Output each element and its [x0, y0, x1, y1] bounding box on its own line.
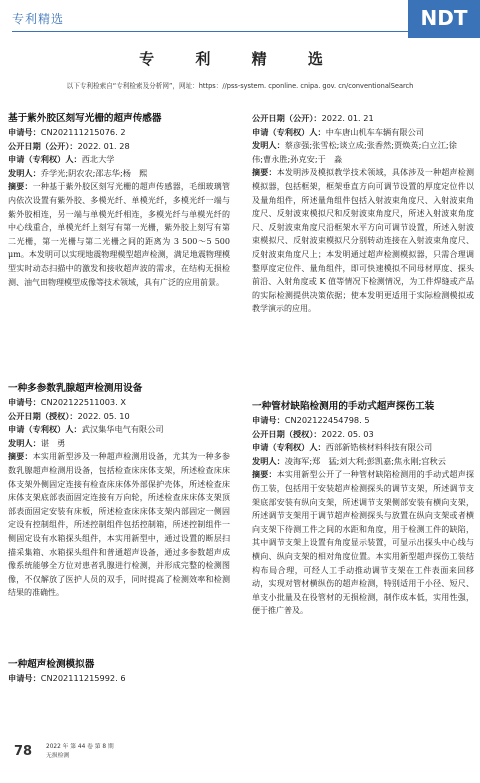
meta-label: 申请号： [8, 397, 41, 407]
patent-meta-line [8, 437, 230, 451]
abstract-label: 摘要： [252, 470, 277, 480]
meta-value: 2022. 05. 10 [77, 410, 130, 421]
issue-line: 2022 年 第 44 卷 第 8 期 [46, 744, 114, 750]
patent-abstract [252, 468, 474, 618]
patent-meta-line [252, 126, 474, 140]
patent-meta-line [252, 139, 474, 166]
patent-meta-line [252, 455, 474, 469]
patent-meta-line [252, 414, 474, 428]
patent-meta-line [8, 167, 230, 181]
patent-title: 一种多参数乳腺超声检测用设备 [8, 383, 143, 394]
abstract-text: 本发明涉及模拟教学技术领域，具体涉及一种超声检测模拟器，包括框架，框架垂直方向可调节设置的厚度定位件以及量角组件，所述量角组件包括入射波束角度尺、入射波束角度尺、反射波束模拟尺和反射波束角度尺，所述入射波束角度尺、反射波束角度尺沿框架水平方向可调节设置，所述入射波束模拟尺、反射波束模拟尺分别转动连接在入射波束角度尺、反射波束角度尺上；本发明通过超声检测模拟器，只需合理调整厚度定位件、量角组件，即可快速模拟不同母材厚度、探头前沿、入射角度或 K 值等情况下检测情况，为工件焊缝或产品的实际检测提供决策依据；使本发明更适用于实际检测模拟或教学演示的应用。 [252, 168, 475, 314]
meta-value: CN202111215992. 6 [40, 673, 126, 683]
header-divider [12, 31, 408, 32]
patent-entry [8, 382, 230, 600]
meta-value: 2022. 01. 28 [77, 140, 130, 151]
meta-label: 公开日期（授权）： [252, 428, 322, 439]
patent-title: 基于紫外胶区刻写光栅的超声传感器 [8, 113, 162, 124]
meta-label: 申请（专利权）人： [8, 424, 82, 435]
meta-label: 申请号： [252, 415, 285, 425]
patent-title: 一种超声检测模拟器 [8, 659, 95, 670]
meta-label: 申请（专利权）人： [8, 154, 82, 165]
patent-meta-line [252, 441, 474, 455]
meta-label: 公开日期（公开）： [8, 140, 78, 151]
journal-logo [408, 0, 480, 38]
patent-abstract [252, 166, 474, 316]
section-label: 专利精选 [12, 12, 65, 26]
source-note: 以下专利检索自“专利检索及分析网”，网址：https：//pss-system. cponline. cnipa. gov. cn/conventionalSearch [66, 82, 414, 90]
meta-value: 蔡彦强;张雪松;谈立成;张香然;贾焕英;白立江;徐 伟;曹永胜;孙克安;于 淼 [252, 140, 466, 164]
patent-meta-line [8, 153, 230, 167]
patent-entry [252, 400, 474, 618]
patent-meta-line [8, 423, 230, 437]
patent-meta-line [8, 396, 230, 410]
meta-value: 中车唐山机车车辆有限公司 [325, 126, 424, 137]
patent-abstract [8, 180, 230, 289]
patent-meta-line [252, 112, 474, 126]
meta-value: 2022. 01. 21 [321, 113, 374, 123]
meta-value: 2022. 05. 03 [321, 428, 374, 439]
page-title: 专 利 精 选 [139, 50, 341, 68]
meta-value: 武汉集华电气有限公司 [81, 424, 164, 435]
meta-label: 公开日期（公开）： [252, 113, 322, 123]
meta-value: 凌海军;郑 猛;刘大利;彭凯嘉;焦永刚;宫秋云 [284, 455, 446, 466]
header-bar [0, 0, 480, 34]
meta-value: 西部新锆核材料科技有限公司 [325, 442, 433, 453]
meta-label: 发明人： [8, 437, 41, 448]
patent-title: 一种管材缺陷检测用的手动式超声探伤工装 [252, 401, 435, 412]
patent-meta-line [8, 140, 230, 154]
meta-value: CN202111215076. 2 [40, 127, 126, 137]
patent-meta-line [8, 672, 230, 686]
meta-value: CN202122454798. 5 [284, 415, 370, 425]
abstract-label: 摘要： [8, 452, 33, 462]
meta-label: 发明人： [252, 455, 285, 466]
meta-value: 谌 勇 [40, 437, 66, 448]
issue-info [46, 743, 114, 761]
patent-entry [8, 112, 230, 289]
patent-meta-line [252, 428, 474, 442]
meta-value: CN202122511003. X [40, 397, 126, 407]
journal-name: 无损检测 [46, 753, 70, 759]
abstract-label: 摘要： [8, 182, 33, 192]
meta-label: 申请号： [8, 127, 41, 137]
meta-label: 申请（专利权）人： [252, 126, 326, 137]
meta-value: 西北大学 [81, 154, 115, 165]
meta-label: 申请（专利权）人： [252, 442, 326, 453]
meta-label: 发明人： [8, 167, 41, 178]
abstract-text: 本实用新型涉及一种超声检测用设备，尤其为一种多参数乳腺超声检测用设备，包括检查床床体支架，所述检查床床体支架外侧固定连接有检查床床体外部保护壳体，所述检查床床体支架底部表面固定连接有万向轮，所述检查床床体支架顶部表面固定安装有床板，所述检查床床体支架内部固定一侧固定设有控制组件，所述控制组件包括控制箱，所述控制组件一侧固定设有水箱探头组件，本实用新型中，通过设置的断层扫描采集箱、水箱探头组件和普通超声设备，通过多参数超声成像系统能够全方位对患者乳腺进行检测，并形成完整的检测图像，不仅解放了医护人员的双手，同时提高了检测效率和检测结果的准确性。 [8, 452, 231, 598]
patent-abstract [8, 450, 230, 600]
patent-meta-line [8, 410, 230, 424]
meta-label: 申请号： [8, 673, 41, 683]
page-number: 78 [14, 744, 33, 759]
abstract-text: 一种基于紫外胶区刻写光栅的超声传感器，毛细玻璃管内依次设置有紫外胶、多模光纤、单模光纤，多模光纤一端与紫外胶相连，另一端与单模光纤相连，多模光纤与单模光纤的中心线重合，单模光纤上刻写有第一光栅，紫外胶上刻写有第二光栅，第一光栅与第二光栅之间的距离为 3 500～5 500 μm。本发明可以实现地震物理模型超声检测，满足地震物理模型实时动态扫描中的激发和接收超声波的需求，在结构无损检测、油气田物理模型成像等技术领域，具有广泛的应用前景。 [8, 182, 231, 287]
meta-label: 公开日期（授权）： [8, 410, 78, 421]
meta-label: 发明人： [252, 140, 285, 151]
patent-entry [8, 658, 230, 686]
logo-text: NDT [420, 6, 468, 30]
patent-entry-continued [252, 112, 474, 316]
meta-value: 乔学光;阴农农;邵志华;杨 熙 [40, 167, 148, 178]
patent-meta-line [8, 126, 230, 140]
abstract-text: 本实用新型公开了一种管材缺陷检测用的手动式超声探伤工装，包括用于安装超声检测探头的调节支架，所述调节支架底部安装有纵向支架，所述调节支架侧部安装有横向支架，所述调节支架用于调节超声检测探头与放置在纵向支架或者横向支架下待测工件之间的水距和角度，用于检测工件的缺陷，其中调节支架上设置有角度显示装置，可显示出探头中心线与横向、纵向支架的相对角度位置。本实用新型超声探伤工装结构布局合理，可经人工手动推动调节支架在工件表面来回移动，实现对管材横纵伤的超声检测，特别适用于小径、短尺、单支小批量及在役管材的无损检测，制作成本低，实用性强，便于推广普及。 [252, 470, 475, 616]
abstract-label: 摘要： [252, 168, 277, 178]
